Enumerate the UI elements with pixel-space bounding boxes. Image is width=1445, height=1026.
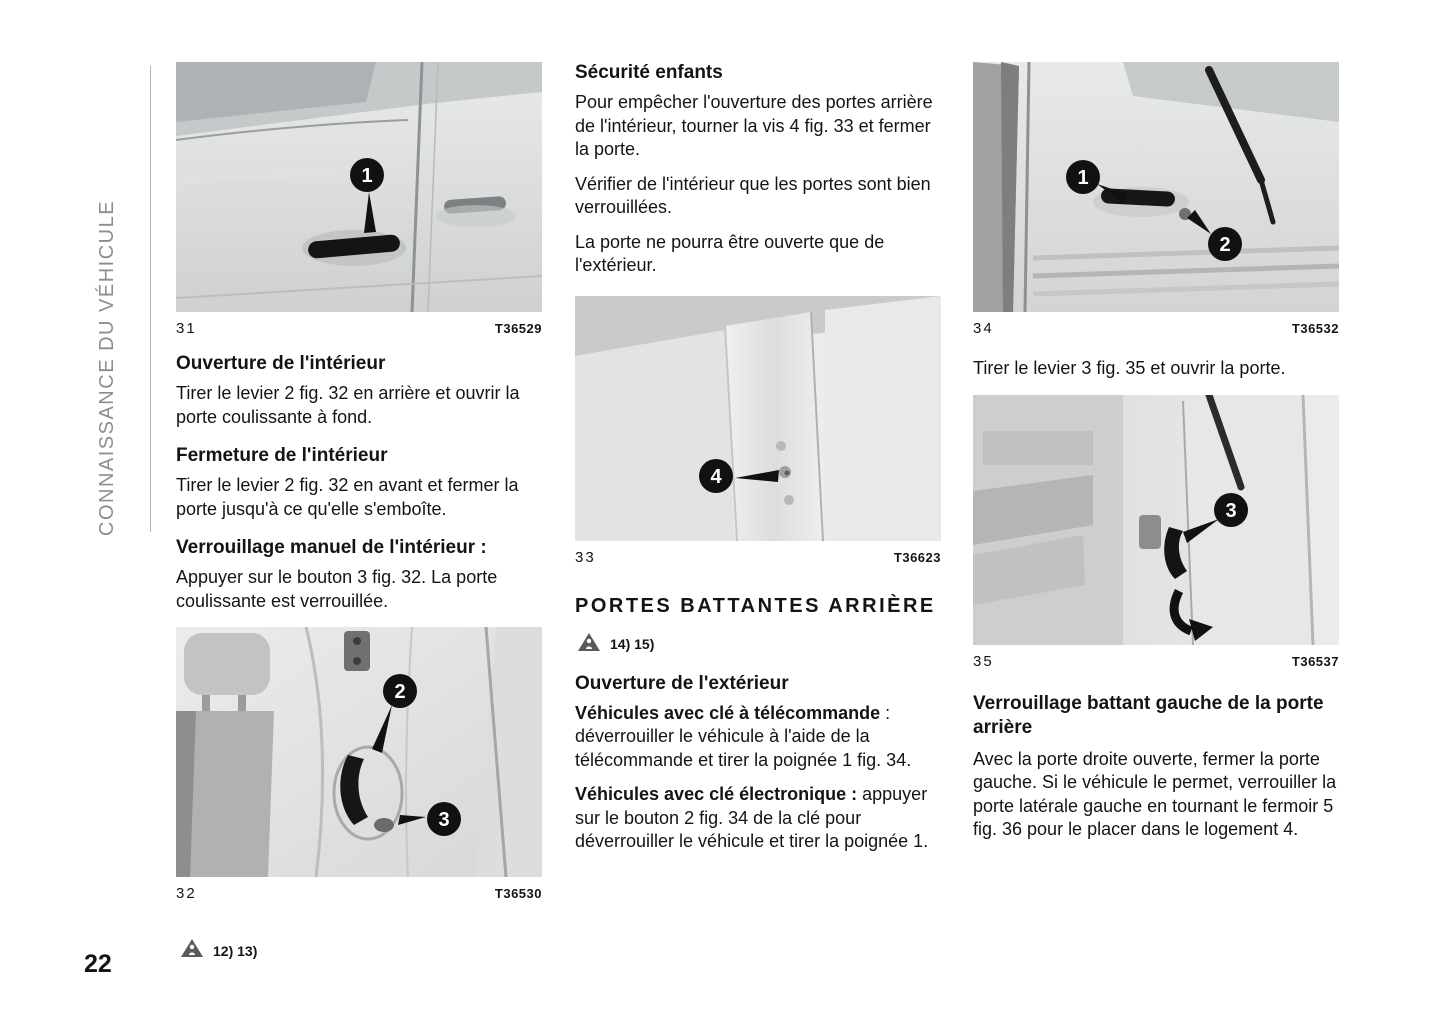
paragraph-open-inside: Tirer le levier 2 fig. 32 en arrière et ouvrir la porte coulissante à fond.	[176, 383, 520, 427]
paragraph-remote-key	[575, 702, 941, 773]
figure-code: T36623	[893, 549, 941, 565]
section-title-rear-doors: PORTES BATTANTES ARRIÈRE	[575, 594, 936, 617]
electronic-key-rest: appuyer sur le bouton 2 fig. 34 de la clé pour déverrouiller le véhicule et tirer la poignée 1.	[575, 784, 929, 851]
figure-33-caption	[575, 549, 941, 566]
paragraph-manual-lock: Appuyer sur le bouton 3 fig. 32. La porte coulissante est verrouillée.	[176, 567, 498, 611]
remote-key-rest: : déverrouiller le véhicule à l'aide de la télécommande et tirer la poignée 1 fig. 34.	[575, 702, 912, 770]
heading-open-inside: Ouverture de l'intérieur	[176, 353, 386, 374]
fig34-callout-2: 2	[1219, 234, 1231, 256]
fig35-callout-3: 3	[1225, 499, 1237, 522]
paragraph-close-inside: Tirer le levier 2 fig. 32 en avant et fermer la porte jusqu'à ce qu'elle s'emboîte.	[176, 475, 519, 519]
fig34-illustration	[973, 62, 1339, 312]
paragraph-electronic-key	[575, 783, 941, 854]
sidebar-rule	[150, 66, 151, 532]
figure-35-caption	[973, 653, 1339, 670]
warning-refs: 14) 15)	[610, 636, 655, 652]
warning-icon	[577, 632, 601, 657]
paragraph-lock-left-door: Avec la porte droite ouverte, fermer la porte gauche. Si le véhicule le permet, verrouiller la porte latérale gauche en tournant le fermoir 5 fig. 36 pour le placer dans le logement 4.	[973, 748, 1337, 839]
figure-31	[176, 62, 542, 312]
fig34-callout-1: 1	[1077, 167, 1089, 189]
heading-manual-lock: Verrouillage manuel de l'intérieur :	[176, 537, 487, 558]
figure-34	[973, 62, 1339, 312]
column-left	[176, 62, 542, 963]
figure-code: T36532	[1291, 321, 1339, 336]
figure-number: 32	[176, 885, 197, 902]
fig31-illustration	[176, 62, 542, 312]
figure-number: 34	[973, 320, 994, 337]
fig32-callout-3: 3	[438, 809, 450, 831]
figure-32-caption	[176, 885, 542, 902]
warning-refs-row	[180, 938, 542, 963]
fig35-illustration	[973, 395, 1339, 645]
heading-lock-left-door: Verrouillage battant gauche de la porte arrière	[973, 692, 1324, 738]
fig32-illustration	[176, 627, 542, 877]
figure-31-caption	[176, 320, 542, 337]
fig32-callout-2: 2	[394, 681, 406, 703]
paragraph-child-safety-3: La porte ne pourra être ouverte que de l'extérieur.	[575, 231, 885, 275]
fig33-illustration	[575, 296, 941, 541]
figure-number: 35	[973, 652, 994, 670]
figure-number: 33	[575, 548, 596, 566]
fig31-callout-1: 1	[361, 165, 373, 187]
paragraph-pull-lever: Tirer le levier 3 fig. 35 et ouvrir la porte.	[973, 358, 1286, 378]
paragraph-child-safety-2: Vérifier de l'intérieur que les portes sont bien verrouillées.	[575, 173, 931, 217]
figure-32	[176, 627, 542, 877]
fig33-callout-4: 4	[710, 465, 722, 488]
figure-code: T36529	[494, 321, 542, 336]
warning-refs: 12) 13)	[213, 942, 258, 959]
paragraph-child-safety-1: Pour empêcher l'ouverture des portes arrière de l'intérieur, tourner la vis 4 fig. 33 et fermer la porte.	[575, 92, 933, 159]
heading-close-inside: Fermeture de l'intérieur	[176, 445, 388, 466]
figure-code: T36530	[494, 886, 542, 901]
figure-34-caption	[973, 320, 1339, 337]
electronic-key-lead: Véhicules avec clé électronique :	[575, 784, 858, 804]
remote-key-lead: Véhicules avec clé à télécommande	[575, 702, 881, 723]
heading-child-safety: Sécurité enfants	[575, 62, 723, 83]
warning-icon	[180, 938, 204, 963]
page-number: 22	[84, 950, 112, 978]
column-right	[973, 62, 1339, 853]
heading-open-outside: Ouverture de l'extérieur	[575, 672, 789, 694]
figure-33	[575, 296, 941, 541]
figure-number: 31	[176, 320, 197, 337]
chapter-sidebar-title: CONNAISSANCE DU VÉHICULE	[96, 199, 118, 536]
warning-refs-row	[577, 632, 941, 657]
figure-35	[973, 395, 1339, 645]
figure-code: T36537	[1291, 653, 1339, 669]
column-middle	[575, 62, 941, 865]
